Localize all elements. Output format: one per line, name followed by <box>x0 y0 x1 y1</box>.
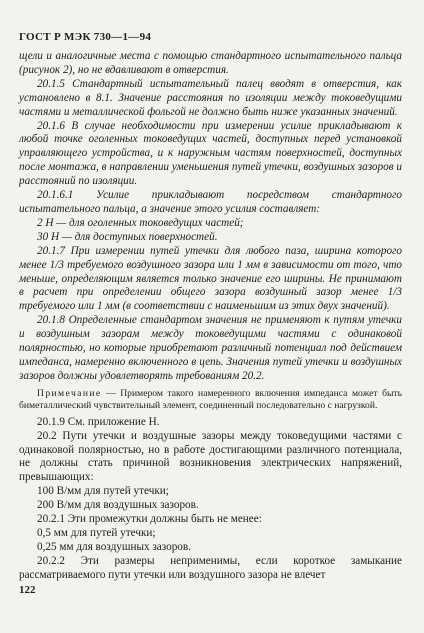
document-header: ГОСТ Р МЭК 730—1—94 <box>19 31 152 43</box>
note-label: Примечание <box>37 387 102 399</box>
note <box>19 388 402 412</box>
paragraph: 20.1.6 В случае необходимости при измерении усилие прикладывают к любой точке оголенных токоведущих частей, доступных перед установкой управляющего устройства, и к наружным частям поверхностей, доступных после монтажа, в направлении уменьшения путей утечки, воздушных зазоров и расстояний по изоляции. <box>19 119 402 188</box>
paragraph: 20.2.2 Эти размеры неприменимы, если короткое замыкание рассматриваемого пути утечки или воздушного зазора не влечет <box>19 554 402 581</box>
paragraph: 20.1.9 См. приложение Н. <box>37 415 160 428</box>
paragraph: 0,25 мм для воздушных зазоров. <box>37 540 191 553</box>
page-number: 122 <box>19 584 36 596</box>
note-text: — Примером такого намеренного включения импеданса может быть биметаллический чувствительный элемент, соединенный последовательно с нагрузкой. <box>19 387 402 411</box>
page-content <box>19 50 402 583</box>
paragraph: 20.1.8 Определенные стандартом значения не применяют к путям утечки и воздушным зазорам между токоведущими частями с одинаковой полярностью, но которые приобретают различный потенциал под действием импеданса, намеренно включенного в цепь. Значения путей утечки и воздушных зазоров должны удовлетворять требованиям 20.2. <box>19 314 402 382</box>
paragraph: 20.2 Пути утечки и воздушные зазоры между токоведущими частями с одинаковой полярностью, но в работе достигающими различного потенциала, не должны стать причиной возникновения электрических напряжений, превышающих: <box>19 429 402 484</box>
paragraph: 30 Н — для доступных поверхностей. <box>37 230 218 243</box>
paragraph: 2 Н — для оголенных токоведущих частей; <box>37 216 244 229</box>
paragraph: 0,5 мм для путей утечки; <box>37 527 156 539</box>
paragraph: щели и аналогичные места с помощью стандартного испытательного пальца (рисунок 2), но не вдавливают в отверстия. <box>19 50 402 76</box>
paragraph: 20.1.6.1 Усилие прикладывают посредством стандартного испытательного пальца, а значение этого усилия составляет: <box>19 189 402 215</box>
paragraph: 20.1.5 Стандартный испытательный палец вводят в отверстия, как установлено в 8.1. Значение расстояния по изоляции между токоведущими частями и металлической фольгой не должно быть ниже указанных значений. <box>19 77 402 118</box>
paragraph: 200 В/мм для воздушных зазоров. <box>37 499 199 512</box>
paragraph: 100 В/мм для путей утечки; <box>37 485 169 498</box>
paragraph: 20.1.7 При измерении путей утечки для любого паза, ширина которого менее 1/3 требуемого воздушного зазора или 1 мм в зависимости от того, что меньше, определяющим является только значение его ширины. Не принимают в расчет при определении общего зазора воздушный зазор менее 1/3 требуемого или 1 мм (в соответствии с наименьшим из этих двух значений). <box>19 244 402 313</box>
paragraph: 20.2.1 Эти промежутки должны быть не менее: <box>37 513 262 526</box>
